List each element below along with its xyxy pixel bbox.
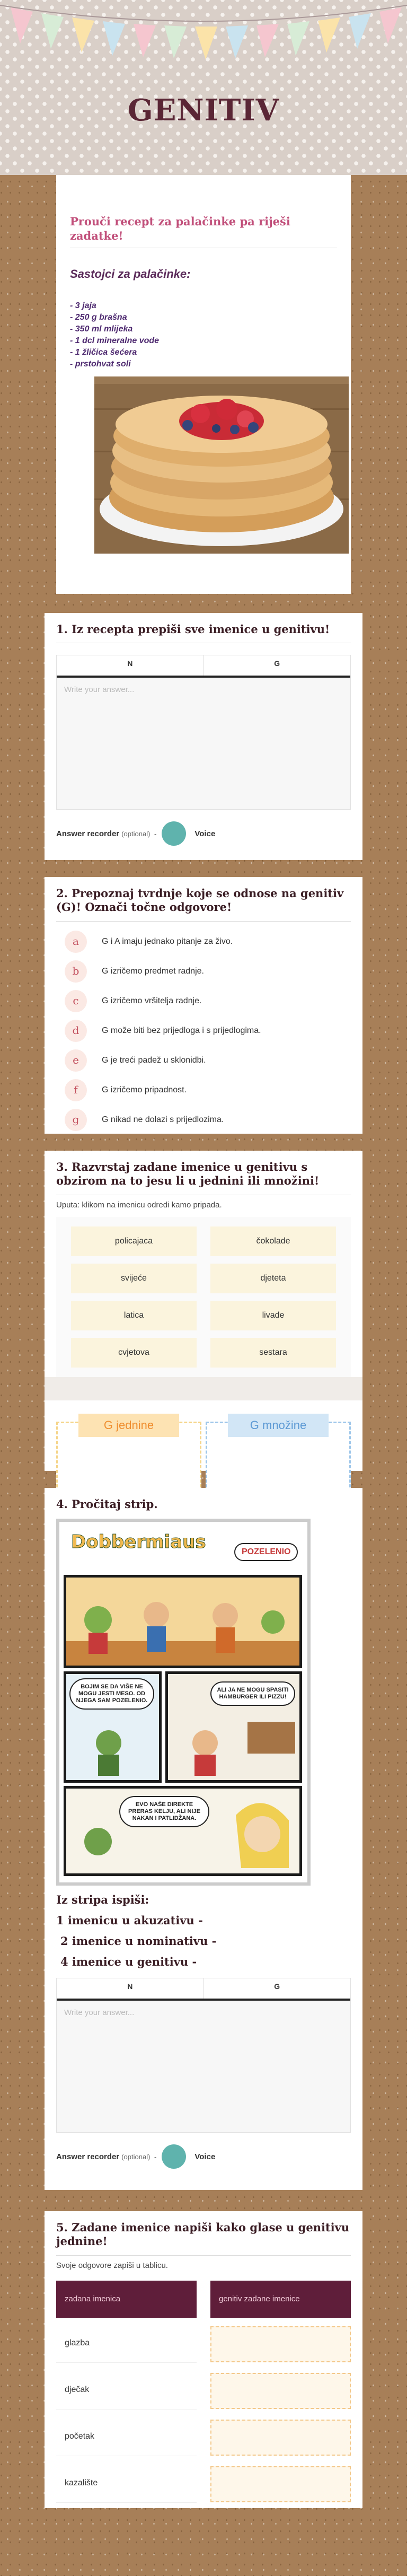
ingredient-item: - 1 žličica šećera: [70, 347, 137, 357]
task4-title: 4. Pročitaj strip.: [56, 1497, 158, 1511]
answer-recorder: Answer recorder (optional) - Voice: [56, 821, 351, 846]
comic-strip: [56, 1519, 311, 1886]
comic-scene-1: [66, 1578, 299, 1666]
column-header-g: G: [204, 1978, 351, 1999]
bucket-singular-label: G jednine: [78, 1414, 179, 1437]
task3-instruction: Uputa: klikom na imenicu odredi kamo pripada.: [56, 1200, 222, 1210]
option-text: G izričemo vršitelja radnje.: [102, 996, 202, 1005]
option-text: G je treći padež u sklonidbi.: [102, 1055, 206, 1065]
column-header-n: N: [127, 1982, 133, 1991]
ingredient-item: - 350 ml mlijeka: [70, 324, 133, 334]
answer-slot[interactable]: [210, 2466, 351, 2502]
option-letter: c: [65, 990, 87, 1012]
answer-input[interactable]: Write your answer...: [57, 2001, 350, 2132]
option-letter: f: [65, 1079, 87, 1101]
recipe-title: Prouči recept za palačinke pa riješi zadatke!: [70, 215, 290, 243]
given-word: kazalište: [56, 2464, 197, 2503]
task2-card: [45, 877, 362, 1134]
option-e[interactable]: [65, 1046, 351, 1075]
option-letter: a: [65, 931, 87, 953]
voice-label: Voice: [194, 2152, 216, 2161]
recipe-subtitle: Sastojci za palačinke:: [70, 267, 191, 281]
bunting-decoration: [0, 0, 407, 64]
recorder-label: Answer recorder: [56, 2152, 120, 2161]
answer-recorder: Answer recorder (optional) - Voice: [56, 2144, 351, 2169]
sort-item[interactable]: livade: [210, 1301, 336, 1330]
sort-item[interactable]: čokolade: [210, 1226, 336, 1256]
option-d[interactable]: [65, 1016, 351, 1046]
option-letter: b: [65, 960, 87, 983]
header-background: [0, 0, 407, 175]
ingredient-item: - 1 dcl mineralne vode: [70, 336, 160, 345]
task5-title: 5. Zadane imenice napiši kako glase u genitivu jednine!: [56, 2221, 351, 2256]
sort-item[interactable]: sestara: [210, 1338, 336, 1368]
recipe-card: [56, 175, 351, 594]
comic-panel-4: [64, 1786, 302, 1876]
option-list: [56, 927, 351, 1135]
voice-label: Voice: [194, 829, 216, 838]
option-text: G izričemo pripadnost.: [102, 1085, 187, 1094]
question-2: 2 imenice u nominativu -: [60, 1934, 217, 1948]
comic-panel-1: [64, 1575, 302, 1668]
given-word: dječak: [56, 2371, 197, 2409]
task2-title: 2. Prepoznaj tvrdnje koje se odnose na genitiv (G)! Označi točne odgovore!: [56, 887, 351, 922]
fill-table: [56, 2281, 351, 2504]
option-letter: d: [65, 1020, 87, 1042]
task1-title: 1. Iz recepta prepiši sve imenice u genitivu!: [56, 623, 351, 643]
ingredient-item: - 3 jaja: [70, 301, 96, 310]
pancake-image: [94, 376, 349, 554]
option-letter: e: [65, 1049, 87, 1072]
option-f[interactable]: [65, 1075, 351, 1105]
given-word: glazba: [56, 2324, 197, 2363]
sort-item[interactable]: policajaca: [71, 1226, 197, 1256]
answer-table[interactable]: [56, 655, 351, 810]
task3-title: 3. Razvrstaj zadane imenice u genitivu s obzirom na to jesu li u jednini ili množini!: [56, 1160, 351, 1195]
sort-item[interactable]: latica: [71, 1301, 197, 1330]
option-text: G i A imaju jednako pitanje za živo.: [102, 936, 233, 946]
task1-card: [45, 613, 362, 860]
task3-card: [45, 1151, 362, 1471]
page-title: GENITIV: [127, 93, 280, 128]
option-b[interactable]: [65, 957, 351, 986]
record-button[interactable]: [162, 2144, 186, 2169]
answer-table[interactable]: [56, 1978, 351, 2133]
bucket-plural-label: G množine: [228, 1414, 329, 1437]
speech-bubble-2: ALI JA NE MOGU SPASITI HAMBURGER ILI PIZZU!: [210, 1681, 295, 1706]
comic-panel-3: [165, 1671, 302, 1783]
comic-title: Dobbermiaus: [71, 1531, 206, 1553]
column-header-g: G: [204, 655, 351, 676]
recorder-optional: (optional): [121, 829, 151, 838]
option-a[interactable]: [65, 927, 351, 957]
column-header-n: N: [127, 659, 133, 668]
recorder-label: Answer recorder: [56, 829, 120, 838]
task4-card: [45, 1488, 362, 2190]
sort-item[interactable]: svijeće: [71, 1264, 197, 1293]
sort-items: [56, 1217, 351, 1377]
comic-sign: POZELENIO: [234, 1543, 298, 1561]
answer-input[interactable]: Write your answer...: [57, 678, 350, 809]
sort-item[interactable]: djeteta: [210, 1264, 336, 1293]
answer-slot[interactable]: [210, 2373, 351, 2409]
answer-slot[interactable]: [210, 2420, 351, 2456]
fill-header-right: genitiv zadane imenice: [210, 2281, 351, 2318]
ingredient-item: - prstohvat soli: [70, 359, 131, 369]
comic-questions: [56, 1893, 351, 1968]
sort-item[interactable]: cvjetova: [71, 1338, 197, 1368]
comic-panel-2: [64, 1671, 162, 1783]
option-g[interactable]: [65, 1105, 351, 1135]
ingredient-list: [70, 300, 337, 370]
option-text: G nikad ne dolazi s prijedlozima.: [102, 1115, 224, 1124]
option-text: G može biti bez prijedloga i s prijedlogima.: [102, 1026, 261, 1035]
option-c[interactable]: [65, 986, 351, 1016]
speech-bubble-3: EVO NAŠE DIREKTE PRERAS KELJU, ALI NIJE NAKAN I PATLIDŽANA.: [119, 1796, 209, 1827]
task5-card: [45, 2211, 362, 2508]
answer-slot[interactable]: [210, 2326, 351, 2362]
recorder-optional: (optional): [121, 2152, 151, 2161]
option-letter: g: [65, 1109, 87, 1131]
question-3: 4 imenice u genitivu -: [60, 1955, 197, 1969]
question-heading: Iz stripa ispiši:: [56, 1893, 149, 1907]
speech-bubble-1: BOJIM SE DA VIŠE NE MOGU JESTI MESO. OD NJEGA SAM POZELENIO.: [69, 1678, 154, 1710]
task5-instruction: Svoje odgovore zapiši u tablicu.: [56, 2260, 168, 2270]
question-1: 1 imenicu u akuzativu -: [56, 1914, 203, 1927]
given-word: početak: [56, 2417, 197, 2456]
option-text: G izričemo predmet radnje.: [102, 966, 204, 976]
fill-header-left: zadana imenica: [56, 2281, 197, 2318]
ingredient-item: - 250 g brašna: [70, 312, 127, 322]
record-button[interactable]: [162, 821, 186, 846]
